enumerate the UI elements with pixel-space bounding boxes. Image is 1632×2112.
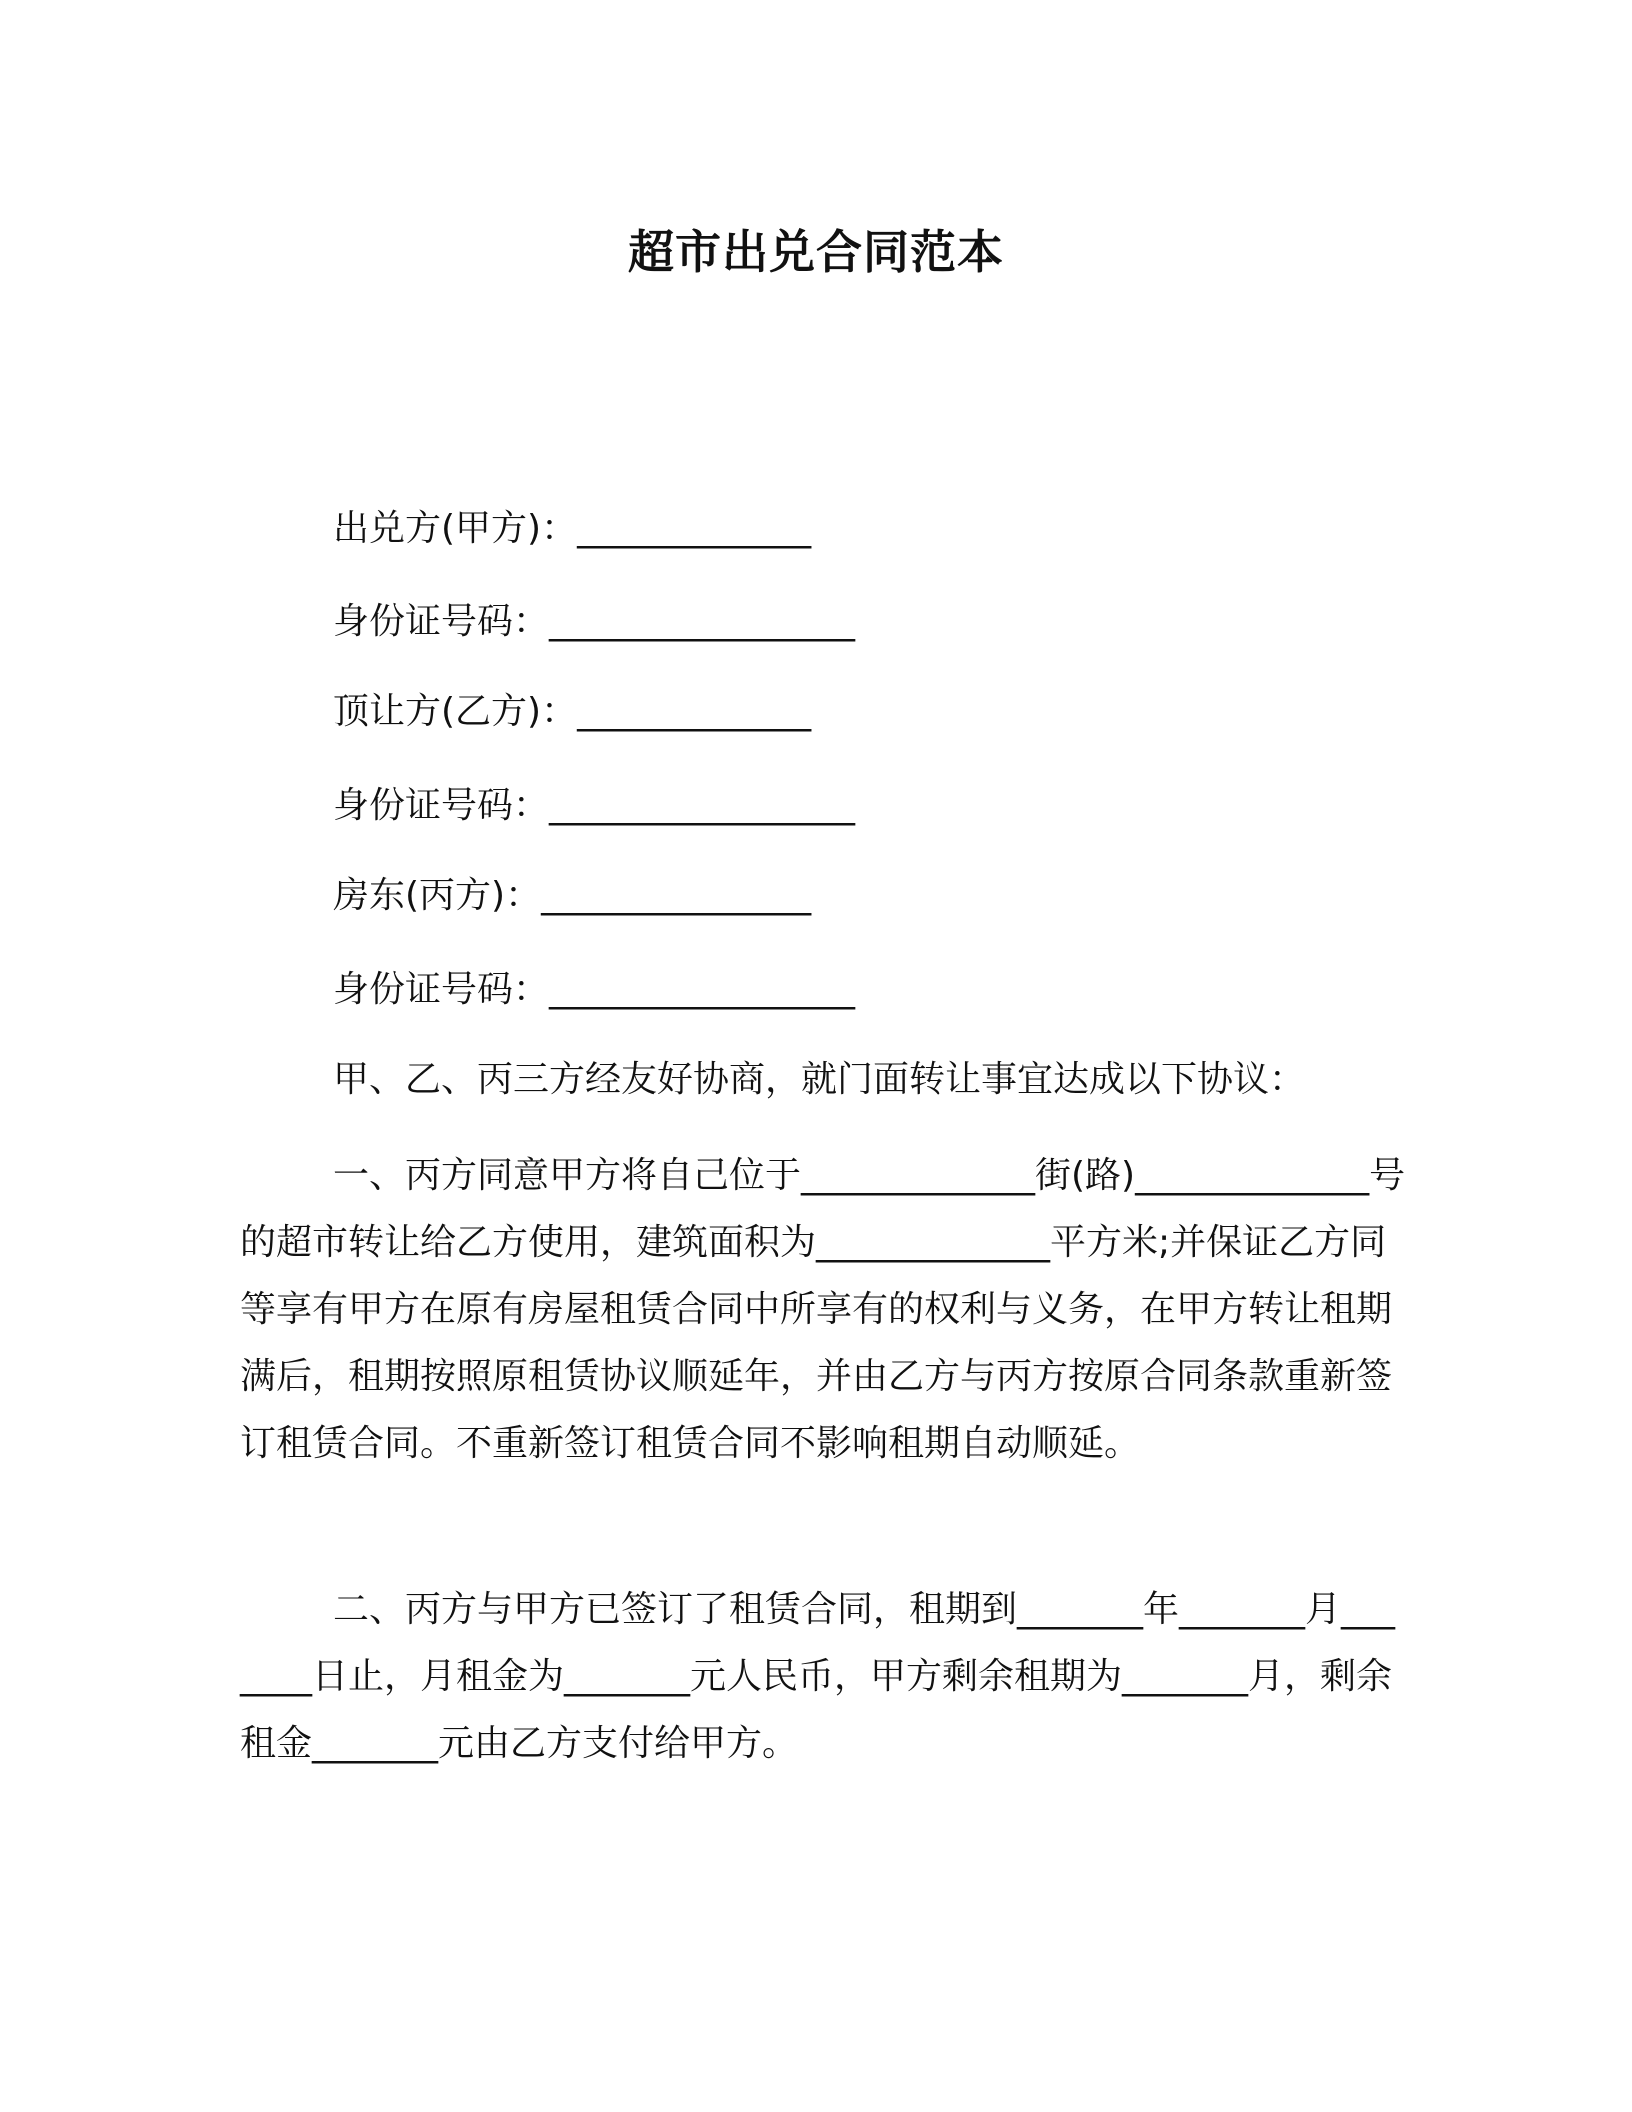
party-b-id-label: 身份证号码： [333, 785, 550, 826]
party-c-id-blank: _________________ [549, 969, 856, 1010]
party-a-label: 出兑方(甲方)： [333, 508, 578, 549]
party-c-field [333, 872, 811, 920]
party-a-id-field [333, 598, 855, 646]
party-a-field [333, 505, 811, 553]
party-c-label: 房东(丙方)： [333, 875, 542, 916]
party-c-id-field [333, 966, 855, 1014]
party-a-id-blank: _________________ [549, 601, 856, 642]
party-a-blank: _____________ [577, 508, 812, 549]
clause-2 [240, 1576, 1412, 1777]
party-b-blank: _____________ [577, 691, 812, 732]
clause-1 [240, 1142, 1412, 1477]
party-b-field [333, 688, 811, 736]
party-b-id-blank: _________________ [549, 785, 856, 826]
party-b-label: 顶让方(乙方)： [333, 691, 578, 732]
clause-2-text: 二、丙方与甲方已签订了租赁合同，租期到_______年_______月_______日止，月租金为_______元人民币，甲方剩余租期为_______月，剩余租金_______元由乙方支付给甲方。 [240, 1589, 1396, 1764]
party-a-id-label: 身份证号码： [333, 601, 550, 642]
party-b-id-field [333, 782, 855, 830]
intro-paragraph: 甲、乙、丙三方经友好协商，就门面转让事宜达成以下协议： [333, 1059, 1306, 1100]
clause-1-text: 一、丙方同意甲方将自己位于_____________街(路)_____________号的超市转让给乙方使用，建筑面积为_____________平方米;并保证乙方同等享有甲方在原有房屋租赁合同中所享有的权利与义务，在甲方转让租期满后，租期按照原租赁协议顺延年，并由乙方与丙方按原合同条款重新签订租赁合同。不重新签订租赁合同不影响租期自动顺延。 [240, 1155, 1406, 1464]
party-c-id-label: 身份证号码： [333, 969, 550, 1010]
document-title: 超市出兑合同范本 [628, 225, 1004, 279]
party-c-blank: _______________ [541, 875, 812, 916]
